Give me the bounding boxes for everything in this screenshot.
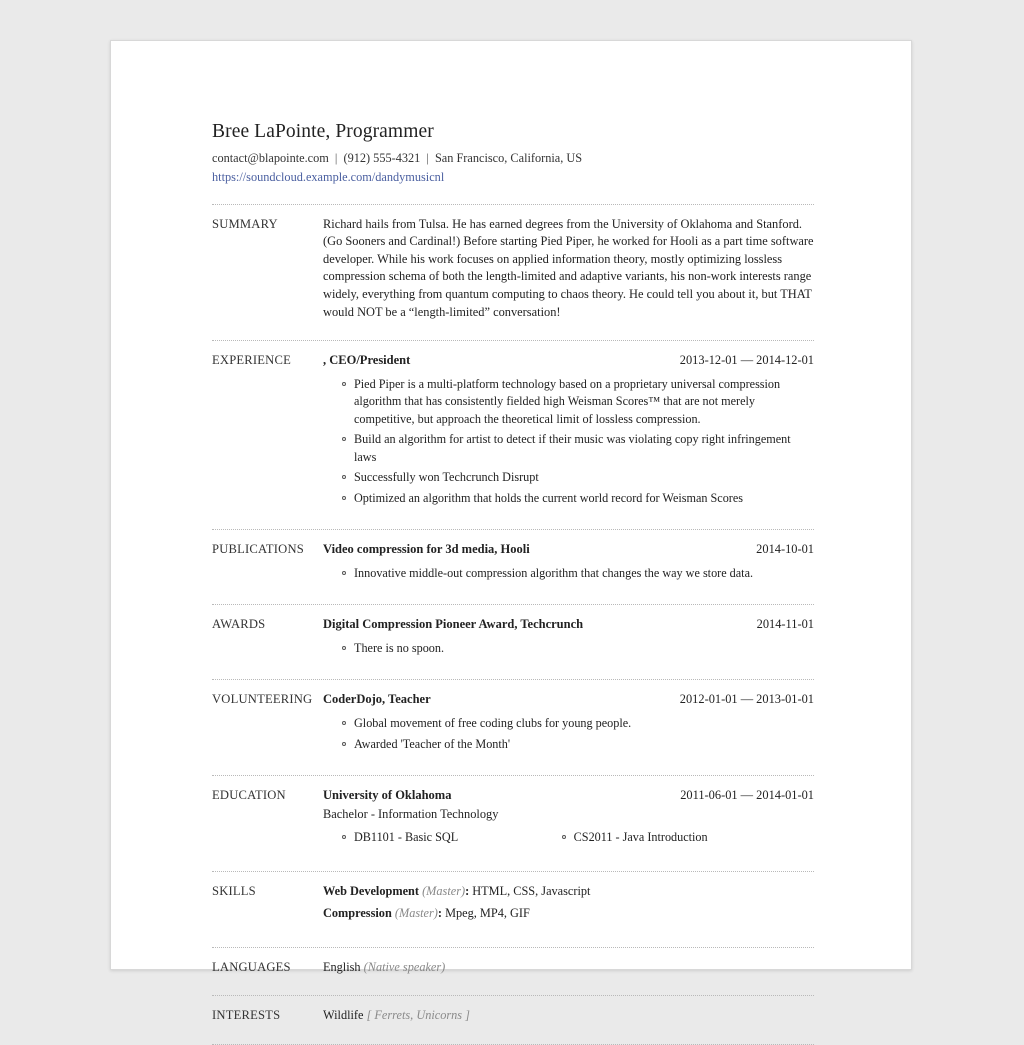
contact-email: contact@blapointe.com (212, 151, 329, 165)
language-row (323, 959, 814, 976)
section-label-languages: LANGUAGES (212, 959, 291, 974)
entry-title: CoderDojo, Teacher (323, 692, 431, 707)
section-label-publications: PUBLICATIONS (212, 541, 304, 556)
section-summary (212, 205, 814, 333)
skill-name: Web Development (323, 883, 419, 898)
experience-entry (323, 352, 814, 507)
interest-keywords: [ Ferrets, Unicorns ] (366, 1008, 470, 1023)
entry-title: Video compression for 3d media, Hooli (323, 541, 530, 556)
section-label-experience: EXPERIENCE (212, 353, 291, 368)
list-item: Optimized an algorithm that holds the current world record for Weisman Scores (342, 490, 814, 507)
interest-name: Wildlife (323, 1008, 364, 1023)
section-languages (212, 948, 814, 987)
summary-text: Richard hails from Tulsa. He has earned degrees from the University of Oklahoma and Stanford. (Go Sooners and Cardinal!) Before starting Pied Piper, he worked for Hooli as a part time software developer. While his work focuses on applied information theory, mostly optimizing lossless compression schema of both the length-limited and adaptive variants, his non-work interests range widely, everything from quantum computing to chaos theory. He could tell you about it, but THAT would NOT be a “length-limited” conversation! (323, 216, 814, 319)
section-experience (212, 341, 814, 521)
entry-bullets (323, 640, 814, 657)
entry-bullets (323, 715, 814, 753)
list-item: Awarded 'Teacher of the Month' (342, 736, 814, 753)
skill-row (323, 905, 814, 922)
skill-level: (Master) (394, 906, 438, 921)
section-label-awards: AWARDS (212, 617, 266, 632)
list-item: Pied Piper is a multi-platform technology based on a proprietary universal compression algorithm that has consistently fielded high Weisman Scores™ that are not merely competitive, but approach the theoretical limit of lossless compression. (342, 376, 814, 428)
skill-level: (Master) (422, 883, 466, 898)
list-item: Successfully won Techcrunch Disrupt (342, 469, 814, 486)
list-item: There is no spoon. (342, 640, 814, 657)
list-item: Build an algorithm for artist to detect if their music was violating copy right infringement laws (342, 431, 814, 466)
contact-line (212, 150, 814, 168)
entry-date: 2011-06-01 — 2014-01-01 (680, 787, 814, 802)
list-item: Innovative middle-out compression algorithm that changes the way we store data. (342, 565, 814, 582)
section-education (212, 776, 814, 863)
section-label-summary: SUMMARY (212, 216, 278, 231)
section-publications (212, 530, 814, 596)
volunteering-entry (323, 691, 814, 753)
skill-name: Compression (323, 906, 392, 921)
contact-location: San Francisco, California, US (434, 151, 583, 165)
resume-page (110, 40, 912, 1023)
resume-content (212, 121, 814, 1045)
entry-date: 2014-10-01 (756, 541, 814, 556)
list-item: CS2011 - Java Introduction (562, 829, 782, 846)
contact-phone: (912) 555-4321 (343, 151, 421, 165)
section-label-skills: SKILLS (212, 883, 256, 898)
language-level: (Native speaker) (363, 959, 446, 974)
section-label-education: EDUCATION (212, 787, 286, 802)
divider (212, 1044, 814, 1045)
page-title: Bree LaPointe, Programmer (212, 121, 434, 142)
website-link[interactable]: https://soundcloud.example.com/dandymusicnl (212, 169, 445, 184)
section-skills (212, 872, 814, 939)
section-awards (212, 605, 814, 671)
section-interests (212, 996, 814, 1035)
list-item: Global movement of free coding clubs for young people. (342, 715, 814, 732)
entry-title: University of Oklahoma (323, 787, 452, 802)
skill-colon: : (465, 883, 470, 898)
skill-keywords: HTML, CSS, Javascript (472, 883, 591, 898)
entry-date: 2013-12-01 — 2014-12-01 (679, 353, 814, 368)
skill-keywords: Mpeg, MP4, GIF (445, 906, 530, 921)
language-name: English (323, 959, 361, 974)
section-label-interests: INTERESTS (212, 1008, 281, 1023)
skill-colon: : (437, 906, 442, 921)
entry-bullets (323, 565, 814, 582)
entry-date: 2012-01-01 — 2013-01-01 (679, 692, 814, 707)
entry-title: Digital Compression Pioneer Award, Techcrunch (323, 617, 584, 632)
list-item: DB1101 - Basic SQL (342, 829, 562, 846)
entry-title: , CEO/President (323, 353, 411, 368)
entry-bullets (323, 376, 814, 507)
contact-separator-1: | (334, 151, 338, 165)
education-entry (323, 787, 814, 850)
entry-date: 2014-11-01 (756, 617, 814, 632)
skill-row (323, 883, 814, 900)
education-courses (323, 829, 814, 849)
contact-separator-2: | (426, 151, 429, 165)
section-label-volunteering: VOLUNTEERING (212, 692, 313, 707)
resume-header (212, 121, 814, 196)
award-entry (323, 616, 814, 657)
entry-subtitle: Bachelor - Information Technology (323, 806, 499, 821)
section-volunteering (212, 680, 814, 767)
publication-entry (323, 541, 814, 582)
